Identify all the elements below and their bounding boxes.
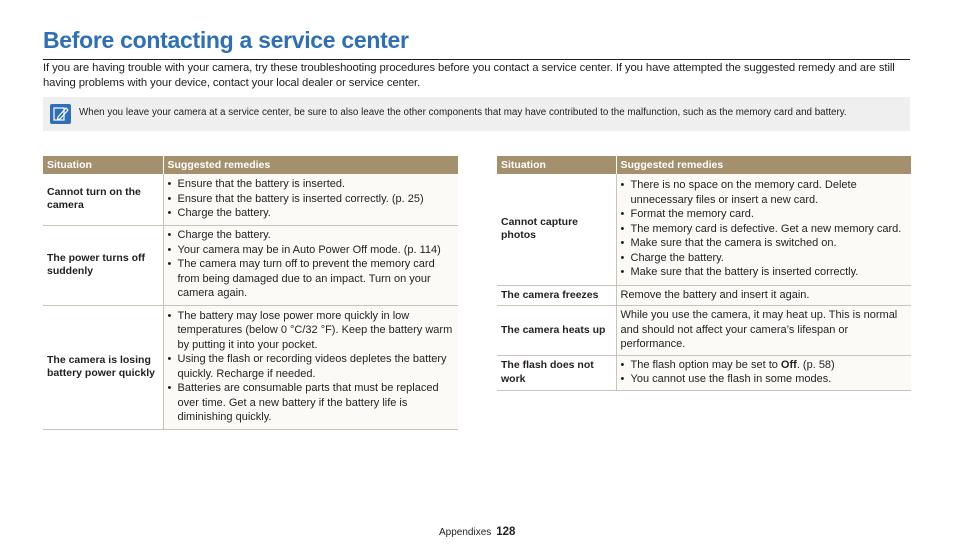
page-footer — [439, 525, 515, 540]
table-row — [43, 305, 458, 429]
page-title: Before contacting a service center — [43, 27, 409, 53]
remedies-cell — [616, 355, 911, 390]
remedy-text: While you use the camera, it may heat up. This is normal and should not affect your camera’s lifespan or performance. — [620, 309, 898, 350]
page-number: 128 — [496, 526, 516, 538]
list-item — [621, 358, 908, 373]
table-row — [497, 355, 911, 390]
list-item: • Make sure that the battery is inserted correctly. — [621, 265, 908, 280]
list-item: • Batteries are consumable parts that must be replaced over time. Get a new battery if the battery life is diminishing quickly. — [168, 381, 455, 425]
list-item: • Your camera may be in Auto Power Off mode. (p. 114) — [168, 243, 455, 258]
note-pencil-icon — [50, 104, 71, 124]
situation-cell: The camera is losing battery power quickly — [43, 305, 163, 429]
list-item: • Using the flash or recording videos depletes the battery quickly. Recharge if needed. — [168, 352, 455, 381]
flash-off-option: Off — [780, 358, 797, 371]
list-item: • The battery may lose power more quickly in low temperatures (below 0 °C/32 °F). Keep the battery warm by putting it into your pocket. — [168, 309, 455, 353]
list-item: • Format the memory card. — [621, 207, 908, 222]
left-troubleshooting-table — [43, 156, 458, 430]
situation-cell: Cannot turn on the camera — [43, 174, 163, 225]
table-header-row — [43, 156, 458, 174]
list-item: • Charge the battery. — [168, 206, 455, 221]
header-situation: Situation — [497, 156, 616, 174]
header-situation: Situation — [43, 156, 163, 174]
table-header-row — [497, 156, 911, 174]
remedies-list — [621, 358, 908, 387]
list-item: • Ensure that the battery is inserted. — [168, 177, 455, 192]
note-box — [43, 97, 910, 131]
note-text: When you leave your camera at a service center, be sure to also leave the other components that may have contributed to the malfunction, such as the memory card and battery. — [79, 107, 847, 118]
header-remedies: Suggested remedies — [163, 156, 458, 174]
remedies-cell — [616, 174, 911, 285]
list-item: • Charge the battery. — [168, 228, 455, 243]
remedies-list — [168, 177, 455, 221]
intro-paragraph: If you are having trouble with your camera, try these troubleshooting procedures before you contact a service center. If you have attempted the suggested remedy and are still having problems with your device, contact your local dealer or service center. — [43, 62, 895, 89]
situation-cell: The camera freezes — [497, 285, 616, 306]
header-remedies: Suggested remedies — [616, 156, 911, 174]
list-item: • Charge the battery. — [621, 251, 908, 266]
remedies-cell — [163, 174, 458, 225]
list-item: • The camera may turn off to prevent the memory card from being damaged due to an impact. Turn on your camera again. — [168, 257, 455, 301]
flash-text-post: . (p. 58) — [796, 358, 835, 371]
remedy-text: Remove the battery and insert it again. — [620, 288, 810, 301]
situation-cell: Cannot capture photos — [497, 174, 616, 285]
remedies-cell — [163, 305, 458, 429]
remedies-list — [168, 228, 455, 301]
remedies-list — [621, 178, 908, 280]
table-row — [497, 285, 911, 306]
table-row — [43, 225, 458, 305]
table-row — [497, 174, 911, 285]
remedies-cell — [616, 285, 911, 306]
list-item: • You cannot use the flash in some modes. — [621, 372, 908, 387]
remedies-cell — [616, 306, 911, 356]
list-item: • Ensure that the battery is inserted correctly. (p. 25) — [168, 192, 455, 207]
situation-cell: The flash does not work — [497, 355, 616, 390]
table-row — [497, 306, 911, 356]
flash-text-pre: The flash option may be set to — [630, 358, 781, 371]
footer-section: Appendixes — [439, 527, 492, 538]
list-item: • Make sure that the camera is switched on. — [621, 236, 908, 251]
list-item: • There is no space on the memory card. Delete unnecessary files or insert a new card. — [621, 178, 908, 207]
remedies-list — [168, 309, 455, 425]
list-item: • The memory card is defective. Get a new memory card. — [621, 222, 908, 237]
title-divider — [43, 59, 910, 60]
situation-cell: The camera heats up — [497, 306, 616, 356]
situation-cell: The power turns off suddenly — [43, 225, 163, 305]
table-row — [43, 174, 458, 225]
right-troubleshooting-table — [497, 156, 911, 391]
remedies-cell — [163, 225, 458, 305]
